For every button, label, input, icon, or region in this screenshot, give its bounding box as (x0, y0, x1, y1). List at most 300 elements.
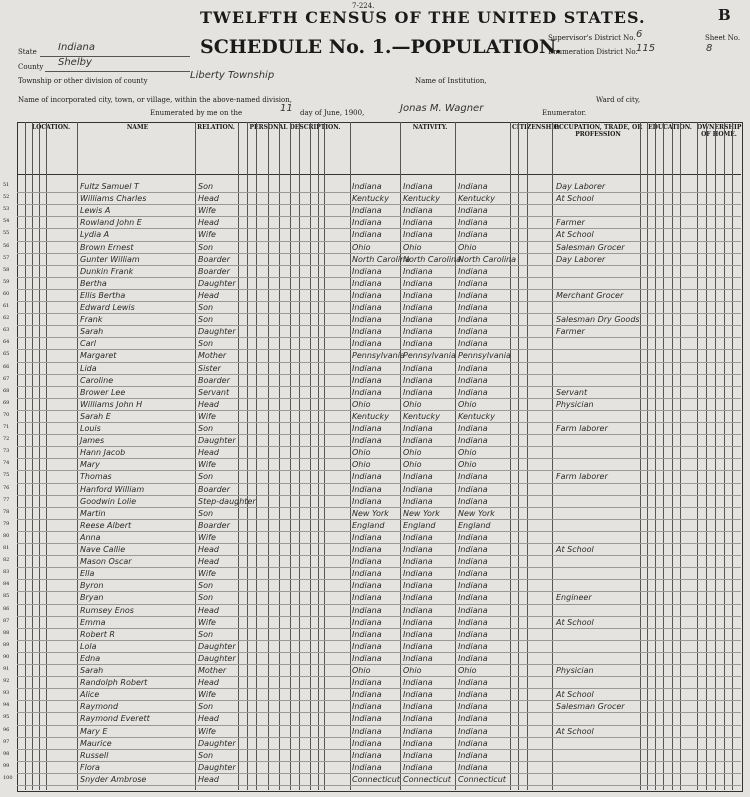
row-mother-birthplace: Indiana (458, 593, 488, 603)
column-separator (518, 122, 519, 790)
row-name: James (80, 436, 105, 446)
row-rule (17, 519, 741, 520)
row-father-birthplace: Indiana (403, 387, 433, 397)
row-name: Hanford William (80, 484, 145, 494)
row-birthplace: Indiana (352, 629, 382, 639)
row-relation: Wife (198, 460, 216, 470)
row-mother-birthplace: Indiana (458, 750, 488, 760)
row-birthplace: Indiana (352, 424, 382, 433)
column-separator (350, 122, 351, 790)
row-father-birthplace: Indiana (403, 714, 433, 724)
row-relation: Son (198, 581, 214, 591)
row-line-number: 81 (3, 545, 10, 551)
row-father-birthplace: Indiana (403, 290, 433, 300)
row-father-birthplace: Indiana (403, 762, 433, 772)
enumerator-value: Jonas M. Wagner (400, 103, 484, 114)
row-father-birthplace: Kentucky (403, 411, 440, 421)
row-father-birthplace: Indiana (403, 593, 433, 603)
row-father-birthplace: North Carolina (403, 254, 462, 264)
section-nativity: NATIVITY. (412, 124, 448, 131)
row-birthplace: England (352, 520, 385, 530)
row-line-number: 84 (3, 581, 10, 588)
row-mother-birthplace: Indiana (458, 690, 488, 700)
row-father-birthplace: Indiana (403, 327, 433, 337)
section-relation: RELATION. (197, 124, 235, 131)
row-occupation: Salesman Dry Goods (556, 315, 640, 325)
row-birthplace: Indiana (352, 327, 382, 337)
row-rule (17, 495, 741, 496)
row-rule (17, 604, 741, 605)
row-rule (17, 253, 741, 254)
enumerated-label: Enumerated by me on the (150, 109, 243, 117)
row-name: Bertha (80, 278, 107, 288)
state-value: Indiana (58, 42, 96, 53)
row-father-birthplace: Indiana (403, 726, 433, 736)
row-rule (17, 761, 741, 762)
row-rule (17, 640, 741, 641)
row-relation: Step-daughter (198, 496, 256, 506)
section-personal: PERSONAL DESCRIPTION. (249, 124, 341, 131)
row-mother-birthplace: Indiana (458, 605, 488, 615)
row-birthplace: Indiana (352, 750, 382, 760)
row-line-number: 51 (3, 182, 10, 188)
column-separator (552, 122, 553, 790)
row-relation: Son (198, 315, 214, 325)
row-name: Louis (80, 424, 101, 433)
row-birthplace: Indiana (352, 569, 382, 579)
row-father-birthplace: Indiana (403, 545, 433, 554)
row-name: Byron (80, 581, 104, 591)
row-birthplace: Indiana (352, 593, 382, 603)
row-birthplace: Connecticut (352, 774, 400, 784)
row-relation: Daughter (198, 738, 236, 748)
row-name: Margaret (80, 351, 117, 361)
row-father-birthplace: Indiana (403, 375, 433, 385)
row-relation: Wife (198, 617, 216, 627)
row-father-birthplace: Indiana (403, 424, 433, 433)
column-separator (455, 122, 456, 790)
row-father-birthplace: Indiana (403, 230, 433, 240)
row-mother-birthplace: Ohio (458, 448, 477, 458)
enumeration-label: Enumeration District No. (548, 48, 638, 56)
row-father-birthplace: Connecticut (403, 774, 451, 784)
row-birthplace: Indiana (352, 303, 382, 312)
row-relation: Wife (198, 726, 216, 736)
row-relation: Head (198, 290, 219, 300)
section-education: EDUCATION. (648, 124, 692, 131)
row-rule (17, 349, 741, 350)
row-father-birthplace: Indiana (403, 339, 433, 349)
supervisor-value: 6 (636, 29, 643, 40)
row-birthplace: Indiana (352, 472, 382, 482)
county-label: County (18, 63, 44, 71)
row-line-number: 88 (3, 629, 10, 636)
row-mother-birthplace: Indiana (458, 387, 488, 397)
row-rule (17, 337, 741, 338)
row-rule (17, 749, 741, 750)
row-occupation: At School (556, 690, 594, 700)
row-name: Ella (80, 569, 95, 579)
column-separator (715, 122, 716, 790)
row-relation: Wife (198, 532, 216, 542)
row-rule (17, 458, 741, 459)
column-separator (279, 122, 280, 790)
row-line-number: 59 (3, 278, 10, 285)
row-birthplace: Ohio (352, 399, 371, 409)
row-birthplace: Ohio (352, 460, 371, 470)
row-line-number: 55 (3, 230, 10, 237)
row-relation: Son (198, 182, 214, 191)
column-separator (724, 122, 725, 790)
row-name: Edward Lewis (80, 303, 135, 312)
row-relation: Son (198, 702, 214, 712)
column-separator (640, 122, 641, 790)
row-name: Flora (80, 762, 100, 772)
row-rule (17, 483, 741, 484)
row-birthplace: Kentucky (352, 194, 389, 204)
row-name: Raymond Everett (80, 714, 150, 724)
row-mother-birthplace: England (458, 520, 491, 530)
row-rule (17, 386, 741, 387)
row-birthplace: Indiana (352, 714, 382, 724)
row-name: Ellis Bertha (80, 290, 126, 300)
row-name: Thomas (80, 472, 112, 482)
row-mother-birthplace: Indiana (458, 230, 488, 240)
row-father-birthplace: Indiana (403, 569, 433, 579)
row-birthplace: Indiana (352, 738, 382, 748)
row-occupation: At School (556, 230, 594, 240)
row-line-number: 92 (3, 678, 10, 685)
row-relation: Daughter (198, 436, 236, 446)
row-relation: Head (198, 605, 219, 615)
row-rule (17, 470, 741, 471)
row-rule (17, 543, 741, 544)
column-separator (655, 122, 656, 790)
row-rule (17, 398, 741, 399)
row-rule (17, 567, 741, 568)
row-rule (17, 773, 741, 774)
sheet-no-value: 8 (706, 43, 713, 54)
township-label: Township or other division of county (18, 77, 148, 85)
row-name: Gunter William (80, 254, 140, 264)
row-name: Nave Callie (80, 545, 126, 554)
row-father-birthplace: Indiana (403, 182, 433, 191)
row-name: Mary E (80, 726, 108, 736)
row-name: Williams John H (80, 399, 143, 409)
column-separator (527, 122, 528, 790)
row-mother-birthplace: Pennsylvania (458, 351, 511, 361)
row-relation: Head (198, 557, 219, 567)
row-rule (17, 507, 741, 508)
row-line-number: 66 (3, 363, 10, 370)
supervisor-label: Supervisor's District No. (548, 34, 636, 42)
column-separator (732, 122, 733, 790)
row-line-number: 69 (3, 399, 10, 406)
column-separator (256, 122, 257, 790)
row-father-birthplace: England (403, 520, 436, 530)
row-birthplace: Indiana (352, 545, 382, 554)
row-father-birthplace: New York (403, 508, 440, 518)
row-birthplace: Indiana (352, 605, 382, 615)
row-line-number: 82 (3, 557, 10, 564)
row-name: Sarah (80, 666, 104, 675)
row-birthplace: Indiana (352, 762, 382, 772)
row-occupation: Day Laborer (556, 254, 606, 264)
row-mother-birthplace: Indiana (458, 363, 488, 373)
row-line-number: 68 (3, 387, 10, 394)
row-father-birthplace: Indiana (403, 436, 433, 446)
row-rule (17, 325, 741, 326)
row-father-birthplace: Ohio (403, 242, 422, 252)
row-relation: Head (198, 218, 219, 228)
row-rule (17, 664, 741, 665)
row-mother-birthplace: Indiana (458, 653, 488, 663)
row-relation: Boarder (198, 266, 230, 276)
row-relation: Boarder (198, 484, 230, 494)
row-mother-birthplace: Indiana (458, 182, 488, 191)
row-line-number: 64 (3, 339, 10, 346)
row-rule (17, 676, 741, 677)
row-father-birthplace: Indiana (403, 750, 433, 760)
row-birthplace: Indiana (352, 484, 382, 494)
row-name: Rumsey Enos (80, 605, 134, 615)
row-relation: Mother (198, 351, 227, 361)
row-line-number: 79 (3, 520, 10, 527)
row-name: Caroline (80, 375, 114, 385)
row-birthplace: Pennsylvania (352, 351, 405, 361)
row-line-number: 90 (3, 653, 10, 660)
row-rule (17, 555, 741, 556)
row-birthplace: Indiana (352, 363, 382, 373)
column-separator (318, 122, 319, 790)
row-birthplace: Indiana (352, 581, 382, 591)
row-birthplace: Indiana (352, 532, 382, 542)
row-line-number: 80 (3, 532, 10, 539)
row-line-number: 57 (3, 254, 10, 261)
row-name: Maurice (80, 738, 112, 748)
row-mother-birthplace: New York (458, 508, 495, 518)
row-rule (17, 228, 741, 229)
row-rule (17, 700, 741, 701)
row-mother-birthplace: Indiana (458, 726, 488, 736)
row-birthplace: Indiana (352, 726, 382, 736)
column-separator (324, 122, 325, 790)
row-line-number: 58 (3, 266, 10, 273)
row-birthplace: Indiana (352, 339, 382, 349)
row-rule (17, 289, 741, 290)
row-mother-birthplace: Indiana (458, 206, 488, 216)
row-relation: Wife (198, 230, 216, 240)
row-line-number: 78 (3, 508, 10, 515)
row-father-birthplace: Indiana (403, 617, 433, 627)
row-line-number: 99 (3, 762, 10, 769)
row-birthplace: New York (352, 508, 389, 518)
row-rule (17, 616, 741, 617)
row-relation: Head (198, 545, 219, 554)
row-father-birthplace: Indiana (403, 641, 433, 651)
row-relation: Son (198, 303, 214, 312)
row-mother-birthplace: Ohio (458, 399, 477, 409)
column-separator (299, 122, 300, 790)
column-separator (647, 122, 648, 790)
row-name: Anna (80, 532, 101, 542)
row-rule (17, 652, 741, 653)
row-birthplace: Indiana (352, 278, 382, 288)
row-rule (17, 579, 741, 580)
column-separator (672, 122, 673, 790)
row-rule (17, 362, 741, 363)
row-rule (17, 313, 741, 314)
row-line-number: 77 (3, 496, 10, 503)
row-line-number: 65 (3, 351, 10, 358)
row-relation: Head (198, 678, 219, 688)
row-mother-birthplace: Ohio (458, 666, 477, 675)
row-father-birthplace: Indiana (403, 678, 433, 688)
row-mother-birthplace: Ohio (458, 242, 477, 252)
row-relation: Daughter (198, 278, 236, 288)
row-relation: Daughter (198, 653, 236, 663)
row-father-birthplace: Indiana (403, 266, 433, 276)
row-father-birthplace: Ohio (403, 460, 422, 470)
row-rule (17, 434, 741, 435)
section-ownership: OWNERSHIP OF HOME. (697, 124, 742, 138)
row-line-number: 73 (3, 448, 10, 455)
row-father-birthplace: Indiana (403, 472, 433, 482)
row-father-birthplace: Indiana (403, 653, 433, 663)
row-mother-birthplace: Indiana (458, 532, 488, 542)
row-line-number: 93 (3, 690, 10, 697)
row-relation: Head (198, 399, 219, 409)
row-relation: Servant (198, 387, 230, 397)
row-father-birthplace: Indiana (403, 315, 433, 325)
row-father-birthplace: Indiana (403, 363, 433, 373)
county-value: Shelby (58, 57, 92, 68)
row-line-number: 54 (3, 218, 10, 225)
row-father-birthplace: Indiana (403, 278, 433, 288)
row-occupation: At School (556, 194, 594, 204)
row-mother-birthplace: Indiana (458, 617, 488, 627)
row-father-birthplace: Indiana (403, 218, 433, 228)
column-separator (46, 122, 47, 790)
section-occupation: OCCUPATION, TRADE, OR PROFESSION (553, 124, 643, 138)
row-mother-birthplace: Indiana (458, 436, 488, 446)
row-birthplace: Indiana (352, 702, 382, 712)
row-line-number: 100 (3, 774, 13, 781)
row-rule (17, 737, 741, 738)
section-citizenship: CITIZENSHIP. (512, 124, 560, 131)
row-relation: Sister (198, 363, 221, 373)
row-name: Carl (80, 339, 96, 349)
row-name: Brower Lee (80, 387, 126, 397)
sheet-no-label: Sheet No. (705, 34, 741, 42)
row-rule (17, 628, 741, 629)
sheet-letter: B (718, 6, 731, 24)
column-separator (32, 122, 33, 790)
row-birthplace: Indiana (352, 387, 382, 397)
row-father-birthplace: Ohio (403, 666, 422, 675)
row-father-birthplace: Indiana (403, 484, 433, 494)
column-separator (697, 122, 698, 790)
row-father-birthplace: Indiana (403, 738, 433, 748)
row-name: Goodwin Lolie (80, 496, 137, 506)
column-separator (510, 122, 511, 790)
row-mother-birthplace: Connecticut (458, 774, 506, 784)
column-separator (268, 122, 269, 790)
row-name: Lydia A (80, 230, 110, 240)
row-birthplace: Indiana (352, 375, 382, 385)
row-rule (17, 591, 741, 592)
row-mother-birthplace: Ohio (458, 460, 477, 470)
row-mother-birthplace: Indiana (458, 290, 488, 300)
row-line-number: 76 (3, 484, 10, 491)
row-occupation: Day Laborer (556, 182, 606, 191)
row-relation: Boarder (198, 375, 230, 385)
row-name: Emma (80, 617, 106, 627)
row-father-birthplace: Indiana (403, 303, 433, 312)
row-rule (17, 301, 741, 302)
row-line-number: 61 (3, 303, 10, 309)
row-birthplace: Indiana (352, 206, 382, 216)
row-line-number: 83 (3, 569, 10, 576)
row-line-number: 91 (3, 666, 10, 672)
row-line-number: 96 (3, 726, 10, 733)
row-rule (17, 374, 741, 375)
row-mother-birthplace: Indiana (458, 472, 488, 482)
enumerator-label: Enumerator. (542, 109, 587, 117)
row-relation: Daughter (198, 327, 236, 337)
row-line-number: 89 (3, 641, 10, 648)
row-birthplace: Ohio (352, 242, 371, 252)
row-birthplace: Indiana (352, 496, 382, 506)
row-line-number: 53 (3, 206, 10, 213)
row-father-birthplace: Ohio (403, 399, 422, 409)
row-relation: Daughter (198, 762, 236, 772)
row-mother-birthplace: Indiana (458, 545, 488, 554)
row-father-birthplace: Indiana (403, 557, 433, 567)
row-line-number: 95 (3, 714, 10, 721)
enumeration-value: 115 (636, 43, 656, 54)
row-birthplace: Indiana (352, 266, 382, 276)
ward-label: Ward of city, (596, 96, 641, 104)
column-separator (25, 122, 26, 790)
row-birthplace: Indiana (352, 557, 382, 567)
row-mother-birthplace: Kentucky (458, 411, 495, 421)
row-line-number: 75 (3, 472, 10, 479)
column-separator (706, 122, 707, 790)
enumerated-day: 11 (280, 103, 293, 114)
row-name: Williams Charles (80, 194, 147, 204)
row-name: Fultz Samuel T (80, 182, 139, 191)
row-mother-birthplace: Indiana (458, 496, 488, 506)
row-birthplace: Ohio (352, 666, 371, 675)
row-birthplace: Indiana (352, 290, 382, 300)
row-rule (17, 785, 741, 786)
row-mother-birthplace: Indiana (458, 424, 488, 433)
row-occupation: Farm laborer (556, 424, 608, 433)
row-rule (17, 531, 741, 532)
row-name: Mason Oscar (80, 557, 132, 567)
row-line-number: 85 (3, 593, 10, 600)
row-rule (17, 204, 741, 205)
row-mother-birthplace: Indiana (458, 569, 488, 579)
township-value: Liberty Township (190, 70, 275, 81)
row-rule (17, 688, 741, 689)
row-name: Alice (80, 690, 100, 700)
column-separator (400, 122, 401, 790)
incorporated-label: Name of incorporated city, town, or village, within the above-named division, (18, 96, 292, 104)
row-name: Sarah E (80, 411, 111, 421)
row-name: Frank (80, 315, 103, 325)
